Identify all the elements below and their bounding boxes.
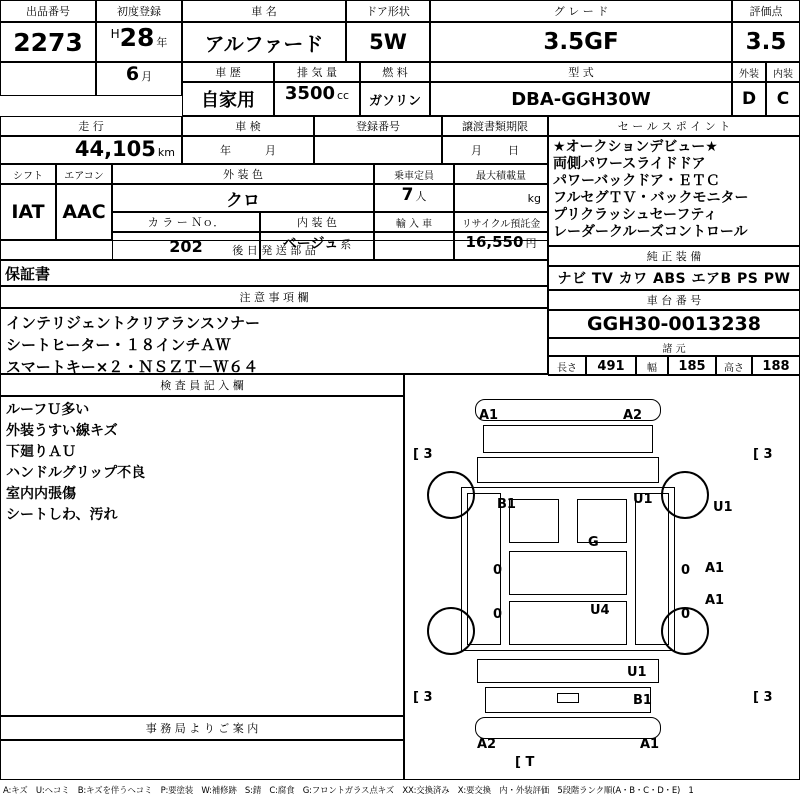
damage-mark: A2 [477, 737, 497, 752]
hood [483, 425, 653, 453]
regno-label: 登録番号 [314, 116, 442, 136]
vin-value [548, 310, 800, 338]
shaken-month: 月 [265, 144, 276, 157]
inspection-line: 外装うすい線キズ [6, 423, 118, 439]
vin-label: 車 台 番 号 [548, 290, 800, 310]
shift-value [0, 184, 56, 240]
damage-mark: [ 3 [753, 447, 773, 462]
office-value [0, 740, 404, 780]
later-parts-label: 後 日 発 送 部 品 [0, 240, 548, 260]
ac-label: エアコン [56, 164, 112, 184]
mileage-label: 走 行 [0, 116, 182, 136]
color-no-text: 202 [169, 236, 203, 256]
damage-mark: G [588, 535, 599, 550]
ext-color-text: クロ [226, 190, 260, 211]
car-name-label: 車 名 [182, 0, 346, 22]
model-code-label: 型 式 [430, 62, 732, 82]
shift-text: IAT [11, 201, 45, 223]
spec-label: 諸 元 [548, 338, 800, 356]
registration-month [96, 62, 182, 96]
ext-rank-text: D [741, 89, 757, 109]
damage-mark: A1 [705, 593, 725, 608]
seat-middle [509, 551, 627, 595]
ac-value [56, 184, 112, 240]
note-line: スマートキー×２・ＮＳＺＴ－Ｗ６４ [6, 358, 259, 376]
shift-label: シフト [0, 164, 56, 184]
history-value [182, 82, 274, 116]
ext-rank-value [732, 82, 766, 116]
recycle-text: 16,550 [465, 233, 524, 251]
registration-date [96, 22, 182, 62]
lot-value: 2273 [0, 22, 96, 62]
fuel-value [360, 82, 430, 116]
width-label: 幅 [636, 356, 668, 376]
center-console [557, 693, 579, 703]
inspection-line: 下廻りＡＵ [6, 444, 76, 460]
length-text: 491 [597, 358, 625, 374]
windshield [477, 457, 659, 483]
damage-mark: B1 [633, 693, 652, 708]
color-no-label: カ ラ ー Ｎｏ． [112, 212, 260, 232]
shaken-year: 年 [220, 144, 231, 157]
disp-unit: cc [337, 89, 350, 102]
damage-mark: A1 [705, 561, 725, 576]
equipment-value [548, 266, 800, 290]
int-color-suffix: 系 [340, 238, 352, 251]
int-color-text: ベージュ [282, 236, 339, 252]
damage-mark: [ 3 [413, 447, 433, 462]
reg-month: 6 [125, 63, 140, 85]
damage-mark: A1 [640, 737, 660, 752]
damage-mark: [ T [515, 755, 535, 770]
diagram-canvas [405, 375, 799, 779]
sales-points-label: セ ー ル ス ポ イ ン ト [548, 116, 800, 136]
import-label: 輸 入 車 [374, 212, 454, 232]
seats-label: 乗車定員 [374, 164, 454, 184]
right-side-panel [635, 493, 669, 645]
ac-text: AAC [62, 201, 106, 223]
model-code-value [430, 82, 732, 116]
legend-footer: A:キズ U:ヘコミ B:キズを伴うヘコミ P:要塗装 W:補修跡 S:錆 C:腐食 G:フロントガラス点キズ XX:交換済み X:要交換 内・外装評価 5段階ランク順(A・B・C・D・E) 1 [3, 786, 694, 796]
history-text: 自家用 [201, 90, 255, 111]
model-text: DBA-GGH30W [511, 88, 651, 110]
damage-mark: 0 [493, 607, 503, 622]
damage-mark: U4 [590, 603, 610, 618]
ext-rank-label: 外装 [732, 62, 766, 82]
ext-color-value [112, 184, 374, 212]
damage-mark: U1 [633, 492, 653, 507]
doc-deadline-label: 譲渡書類期限 [442, 116, 548, 136]
sales-point: プリクラッシュセーフティ [553, 207, 718, 223]
recycle-unit: 円 [525, 237, 537, 250]
note-line: シートヒーター・１８インチＡＷ [6, 336, 231, 354]
doc-day: 日 [508, 144, 519, 157]
shaken-value [182, 136, 314, 164]
recycle-label: リサイクル預託金 [454, 212, 548, 232]
sales-point: 両側パワースライドドア [553, 156, 706, 172]
notes-body [0, 308, 548, 374]
regno-value [314, 136, 442, 164]
doc-month: 月 [471, 144, 482, 157]
damage-mark: 0 [681, 563, 691, 578]
inspection-body [0, 396, 404, 716]
damage-mark: A2 [623, 408, 643, 423]
damage-mark: U1 [627, 665, 647, 680]
reg-year: 28 [119, 23, 155, 52]
damage-mark: B1 [497, 497, 516, 512]
displacement-label: 排 気 量 [274, 62, 360, 82]
damage-mark: 0 [681, 607, 691, 622]
length-label: 長さ [548, 356, 586, 376]
int-rank-text: C [776, 89, 790, 109]
damage-mark: [ 3 [753, 690, 773, 705]
disp-text: 3500 [284, 83, 335, 104]
reg-era: H [110, 27, 120, 41]
equipment-text: ナビ TV カワ ABS エアB PS PW [557, 271, 791, 287]
displacement-value [274, 82, 360, 116]
fuel-text: ガソリン [368, 93, 421, 109]
damage-mark: A1 [479, 408, 499, 423]
car-name-text: アルファード [204, 31, 324, 56]
later-parts-text: 保証書 [5, 264, 51, 283]
rear-bumper [475, 717, 661, 739]
damage-mark: U1 [713, 500, 733, 515]
length-value [586, 356, 636, 376]
ext-color-label: 外 装 色 [112, 164, 374, 184]
mileage-value [0, 136, 182, 164]
note-line: インテリジェントクリアランスソナー [6, 314, 260, 332]
door-text: 5W [369, 30, 407, 54]
sales-point: フルセグＴＶ・バックモニター [553, 190, 749, 206]
score-label: 評価点 [732, 0, 800, 22]
seats-text: 7 [401, 185, 414, 205]
seat-front-left [509, 499, 559, 543]
car-name-value [182, 22, 346, 62]
grade-value [430, 22, 732, 62]
shaken-label: 車 検 [182, 116, 314, 136]
seat-front-right [577, 499, 627, 543]
height-text: 188 [762, 358, 790, 374]
int-color-label: 内 装 色 [260, 212, 374, 232]
height-value [752, 356, 800, 376]
width-value [668, 356, 716, 376]
door-value [346, 22, 430, 62]
office-label: 事 務 局 よ り ご 案 内 [0, 716, 404, 740]
sales-points-list [548, 136, 800, 246]
height-label: 高さ [716, 356, 752, 376]
score-value [732, 22, 800, 62]
int-rank-value [766, 82, 800, 116]
int-rank-label: 内装 [766, 62, 800, 82]
later-parts-value [0, 260, 548, 286]
inspection-line: 室内内張傷 [6, 486, 76, 502]
grade-text: 3.5GF [543, 29, 619, 55]
seats-value [374, 184, 454, 212]
inspection-label: 検 査 員 記 入 欄 [0, 374, 404, 396]
score-text: 3.5 [745, 29, 787, 55]
max-load-label: 最大積載量 [454, 164, 548, 184]
inspection-line: シートしわ、汚れ [6, 507, 118, 523]
reg-label: 初度登録 [96, 0, 182, 22]
damage-mark: [ 3 [413, 690, 433, 705]
inspection-line: ハンドルグリップ不良 [6, 465, 146, 481]
equipment-label: 純 正 装 備 [548, 246, 800, 266]
mileage-unit: km [157, 146, 175, 159]
reg-month-unit: 月 [141, 70, 153, 83]
width-text: 185 [678, 358, 706, 374]
seats-unit: 人 [415, 190, 427, 203]
inspection-line: ルーフＵ多い [6, 402, 90, 418]
grade-label: グ レ ー ド [430, 0, 732, 22]
sales-point: パワーバックドア・ＥＴＣ [553, 173, 720, 189]
max-load-value [454, 184, 548, 212]
damage-diagram [404, 374, 800, 780]
mileage-text: 44,105 [74, 137, 156, 161]
sales-point: ★オークションデビュー★ [553, 139, 718, 155]
lot-spacer [0, 62, 96, 96]
vin-text: GGH30-0013238 [587, 313, 761, 335]
door-label: ドア形状 [346, 0, 430, 22]
doc-deadline-value [442, 136, 548, 164]
reg-year-unit: 年 [156, 36, 168, 49]
history-label: 車 歴 [182, 62, 274, 82]
load-unit: kg [527, 191, 541, 205]
sales-point: レーダークルーズコントロール [553, 224, 748, 240]
lot-label: 出品番号 [0, 0, 96, 22]
fuel-label: 燃 料 [360, 62, 430, 82]
damage-mark: 0 [493, 563, 503, 578]
notes-label: 注 意 事 項 欄 [0, 286, 548, 308]
